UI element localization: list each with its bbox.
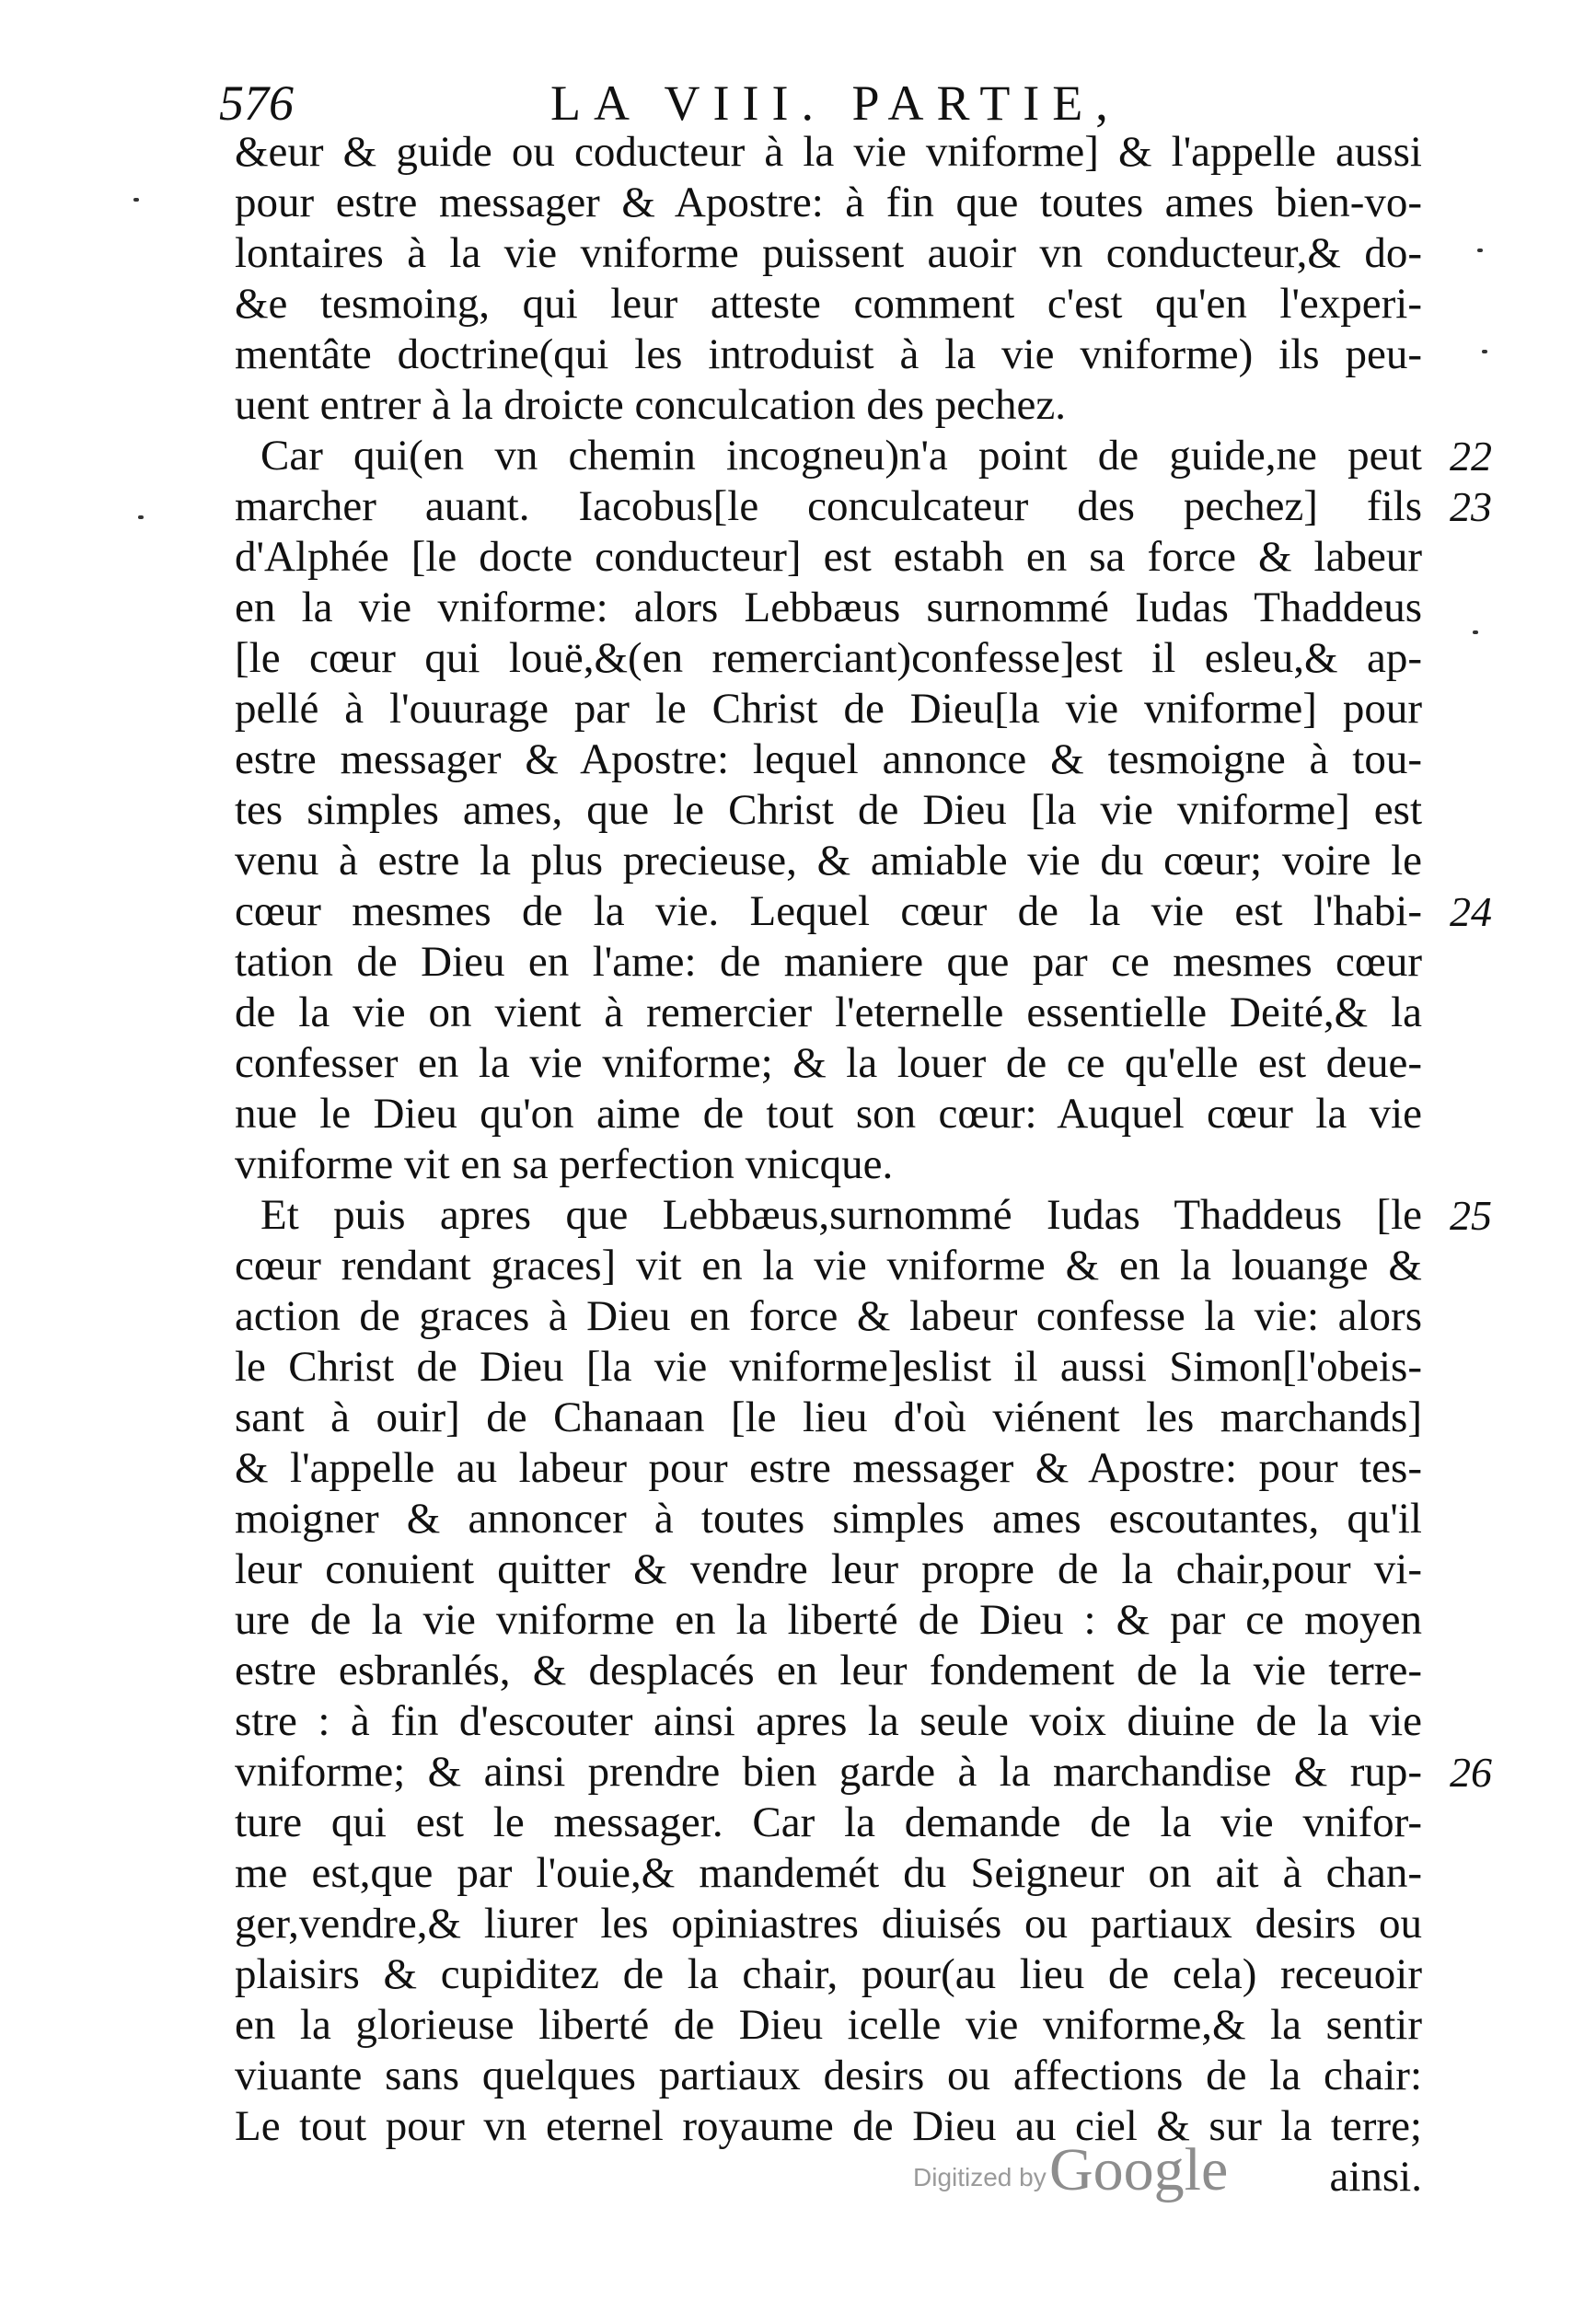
- scan-speck: [133, 198, 139, 202]
- text-line: [le cœur qui louë,&(en remerciant)confesse]est il esleu,& ap-: [235, 634, 1422, 682]
- text-line: &e tesmoing, qui leur atteste comment c'est qu'en l'experi-: [235, 280, 1422, 328]
- margin-verse-number: 23: [1450, 483, 1492, 530]
- google-logo: Google: [1049, 2136, 1229, 2203]
- text-line: pour estre messager & Apostre: à fin que toutes ames bien-vo-: [235, 179, 1422, 226]
- text-line: ture qui est le messager. Car la demande de la vie vnifor-: [235, 1798, 1422, 1846]
- text-line: en la glorieuse liberté de Dieu icelle vie vniforme,& la sentir: [235, 2001, 1422, 2049]
- text-line: leur conuient quitter & vendre leur propre de la chair,pour vi-: [235, 1545, 1422, 1593]
- scan-speck: [1473, 630, 1478, 634]
- text-line: uent entrer à la droicte conculcation des pechez.: [235, 381, 1066, 429]
- margin-verse-number: 25: [1450, 1192, 1492, 1239]
- text-line: cœur mesmes de la vie. Lequel cœur de la vie est l'habi-: [235, 887, 1422, 935]
- margin-verse-number: 24: [1450, 888, 1492, 935]
- page-header: [219, 75, 1508, 131]
- text-line: Et puis apres que Lebbæus,surnommé Iudas Thaddeus [le: [260, 1191, 1422, 1239]
- margin-verse-number: 22: [1450, 433, 1492, 480]
- scan-speck: [1477, 249, 1483, 252]
- text-line: confesser en la vie vniforme; & la louer de ce qu'elle est deue-: [235, 1039, 1422, 1087]
- text-line: Car qui(en vn chemin incogneu)n'a point de guide,ne peut: [260, 432, 1422, 480]
- scan-speck: [1482, 350, 1487, 353]
- catchword: ainsi.: [1329, 2153, 1422, 2201]
- scan-speck: [138, 515, 144, 519]
- margin-verse-number: 26: [1450, 1749, 1492, 1796]
- text-line: lontaires à la vie vniforme puissent auoir vn conducteur,& do-: [235, 229, 1422, 277]
- text-line: tes simples ames, que le Christ de Dieu [la vie vniforme] est: [235, 786, 1422, 834]
- text-line: Le tout pour vn eternel royaume de Dieu au ciel & sur la terre;: [235, 2102, 1422, 2150]
- text-line: sant à ouir] de Chanaan [le lieu d'où viénent les marchands]: [235, 1393, 1422, 1441]
- text-line: stre : à fin d'escouter ainsi apres la seule voix diuine de la vie: [235, 1697, 1422, 1745]
- text-line: de la vie on vient à remercier l'eternelle essentielle Deité,& la: [235, 989, 1422, 1036]
- text-line: &eur & guide ou coducteur à la vie vniforme] & l'appelle aussi: [235, 128, 1422, 176]
- text-line: ger,vendre,& liurer les opiniastres diuisés ou partiaux desirs ou: [235, 1900, 1422, 1948]
- text-line: me est,que par l'ouie,& mandemét du Seigneur on ait à chan-: [235, 1849, 1422, 1897]
- page-number: 576: [219, 75, 294, 131]
- text-line: cœur rendant graces] vit en la vie vniforme & en la louange &: [235, 1242, 1422, 1289]
- text-line: nue le Dieu qu'on aime de tout son cœur: Auquel cœur la vie: [235, 1090, 1422, 1138]
- running-head: LA VIII. PARTIE,: [550, 75, 1121, 131]
- text-line: moigner & annoncer à toutes simples ames escoutantes, qu'il: [235, 1495, 1422, 1543]
- text-line: pellé à l'ouurage par le Christ de Dieu[la vie vniforme] pour: [235, 685, 1422, 733]
- text-line: vniforme vit en sa perfection vnicque.: [235, 1140, 894, 1188]
- watermark-prefix: Digitized by: [913, 2163, 1047, 2191]
- text-line: plaisirs & cupiditez de la chair, pour(au lieu de cela) receuoir: [235, 1950, 1422, 1998]
- text-line: d'Alphée [le docte conducteur] est estabh en sa force & labeur: [235, 533, 1422, 581]
- text-line: le Christ de Dieu [la vie vniforme]eslist il aussi Simon[l'obeis-: [235, 1343, 1422, 1391]
- text-line: & l'appelle au labeur pour estre messager & Apostre: pour tes-: [235, 1444, 1422, 1492]
- text-line: venu à estre la plus precieuse, & amiable vie du cœur; voire le: [235, 837, 1422, 885]
- digitized-by-watermark: [913, 2135, 1281, 2203]
- text-line: mentâte doctrine(qui les introduist à la vie vniforme) ils peu-: [235, 330, 1422, 378]
- text-line: action de graces à Dieu en force & labeur confesse la vie: alors: [235, 1292, 1422, 1340]
- text-line: viuante sans quelques partiaux desirs ou affections de la chair:: [235, 2052, 1422, 2099]
- text-line: estre messager & Apostre: lequel annonce & tesmoigne à tou-: [235, 735, 1422, 783]
- text-line: ure de la vie vniforme en la liberté de Dieu : & par ce moyen: [235, 1596, 1422, 1644]
- text-line: vniforme; & ainsi prendre bien garde à la marchandise & rup-: [235, 1748, 1422, 1796]
- text-line: estre esbranlés, & desplacés en leur fondement de la vie terre-: [235, 1647, 1422, 1694]
- text-line: marcher auant. Iacobus[le conculcateur des pechez] fils: [235, 482, 1422, 530]
- body-text: [235, 127, 1422, 2203]
- text-line: tation de Dieu en l'ame: de maniere que par ce mesmes cœur: [235, 938, 1422, 986]
- text-line: en la vie vniforme: alors Lebbæus surnommé Iudas Thaddeus: [235, 584, 1422, 631]
